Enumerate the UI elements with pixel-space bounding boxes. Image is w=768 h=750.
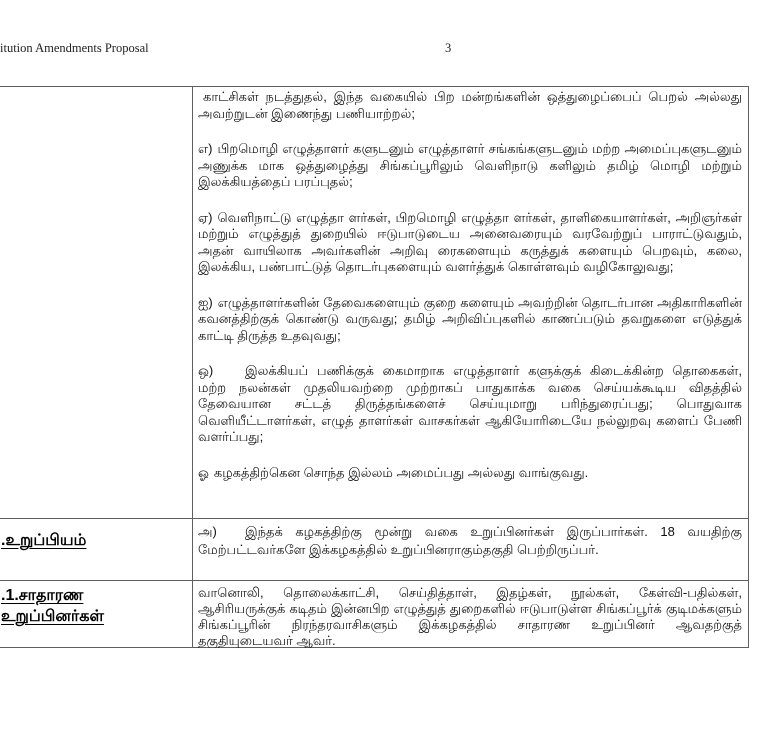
paragraph-label: எ) bbox=[198, 141, 213, 156]
table-row-objectives bbox=[0, 87, 748, 519]
paragraph-text: எழுத்தாளர்களின் தேவைகளையும் குறை களையும் அவற்றின் தொடர்பான அதிகாரிகளின் கவனத்திற்குக் கொண்டு வருவது; தமிழ் அறிவிப்புகளில் காணப்படும் தவறுகளை எடுத்துக் காட்டி திருத்த உதவுவது; bbox=[198, 294, 742, 343]
paragraph-ordinary-members: வானொலி, தொலைக்காட்சி, செய்தித்தாள், இதழ்கள், நூல்கள், கேள்வி-பதில்கள், ஆசிரியருக்குக் கடிதம் இன்னபிற எழுத்துத் துறைகளில் ஈடுபாடுள்ள சிங்கப்பூர்க் குடிமக்களும் சிங்கப்பூரின் நிரந்தரவாசிகளும் இக்கழகத்தில் சாதாரண உறுப்பினர் ஆவதற்குத் தகுதியுடையவர் ஆவர். bbox=[198, 585, 742, 648]
ordinary-members-heading-line2: உறுப்பினர்கள் bbox=[1, 608, 104, 625]
running-header bbox=[0, 41, 768, 57]
membership-body-cell bbox=[193, 519, 748, 580]
paragraph-item-ai bbox=[198, 295, 742, 345]
paragraph-item-ee bbox=[198, 210, 742, 276]
table-row-membership bbox=[0, 519, 748, 581]
paragraph-item-e bbox=[198, 141, 742, 191]
paragraph-text: பிறமொழி எழுத்தாளர் களுடனும் எழுத்தாளர் சங்கங்களுடனும் மற்ற அமைப்புகளுடனும் அணுக்க மாக ஒத்துழைத்து சிங்கப்பூரிலும் வெளிநாடு களிலும் தமிழ் மொழி மற்றும் இலக்கியத்தைப் பரப்புதல்; bbox=[198, 141, 742, 189]
paragraph-item-oo bbox=[198, 465, 742, 482]
paragraph-label: ஓ bbox=[198, 464, 209, 480]
page-number: 3 bbox=[445, 41, 452, 55]
paragraph-continuation bbox=[198, 89, 742, 122]
ordinary-members-body-cell bbox=[193, 581, 748, 648]
paragraph-text: இந்தக் கழகத்திற்கு மூன்று வகை உறுப்பினர்கள் இருப்பார்கள். 18 வயதிற்கு மேற்பட்டவர்களே இக்கழகத்தில் உறுப்பினராகும்தகுதி பெற்றிருப்பர். bbox=[198, 524, 742, 557]
paragraph-text: கழகத்திற்கென சொந்த இல்லம் அமைப்பது அல்லது வாங்குவது. bbox=[213, 464, 589, 480]
ordinary-members-heading-cell bbox=[0, 581, 193, 648]
table-row-ordinary-members bbox=[0, 581, 748, 648]
membership-heading: .உறுப்பியம் bbox=[1, 532, 87, 549]
paragraph-label: அ) bbox=[198, 524, 217, 539]
header-title: itution Amendments Proposal bbox=[0, 41, 149, 55]
heading-cell-empty bbox=[0, 87, 193, 518]
paragraph-label: ஏ) bbox=[198, 209, 213, 225]
paragraph-text: காட்சிகள் நடத்துதல், இந்த வகையில் பிற மன்றங்களின் ஒத்துழைப்பைப் பெறல் அல்லது அவற்றுடன் இணைந்து பணியாற்றல்; bbox=[198, 89, 742, 121]
paragraph-label: ஒ) bbox=[198, 363, 214, 378]
objectives-body-cell bbox=[193, 87, 748, 518]
paragraph-item-o bbox=[198, 363, 742, 446]
paragraph-text: இலக்கியப் பணிக்குக் கைமாறாக எழுத்தாளர் களுக்குக் கிடைக்கின்ற தொகைகள், மற்ற நலன்கள் முதலியவற்றை முற்றாகப் பாதுகாக்க வகை செய்யக்கூடிய விதத்தில் தேவையான சட்டத் திருத்தங்களைச் செய்யுமாறு பரிந்துரைப்பது; பொதுவாக வெளியீட்டாளர்கள், எழுத் தாளர்கள் வாசகர்கள் ஆகியோரிடையே நல்லுறவு களைப் பேணி வளர்ப்பது; bbox=[198, 363, 742, 444]
membership-heading-cell bbox=[0, 519, 193, 580]
paragraph-label: ஐ) bbox=[198, 294, 213, 310]
paragraph-item-a bbox=[198, 523, 742, 558]
ordinary-members-heading-line1: .1.சாதாரண bbox=[1, 587, 84, 604]
content-table bbox=[0, 86, 749, 648]
paragraph-text: வெளிநாட்டு எழுத்தா ளர்கள், பிறமொழி எழுத்தா ளர்கள், தாளிகையாளர்கள், அறிஞர்கள் மற்றும் எழுத்துத் துறையில் ஈடுபாடுடைய அனைவரையும் வரவேற்றுப் பாராட்டுவதும், அதன் வாயிலாக அவர்களின் அறிவு ரைகளையும் கருத்துக் களையும் பெறவும், கலை, இலக்கிய, பண்பாட்டுத் தொடர்புகளையும் வளர்த்துக் கொள்ளவும் வழிகோலுவது; bbox=[198, 209, 742, 274]
